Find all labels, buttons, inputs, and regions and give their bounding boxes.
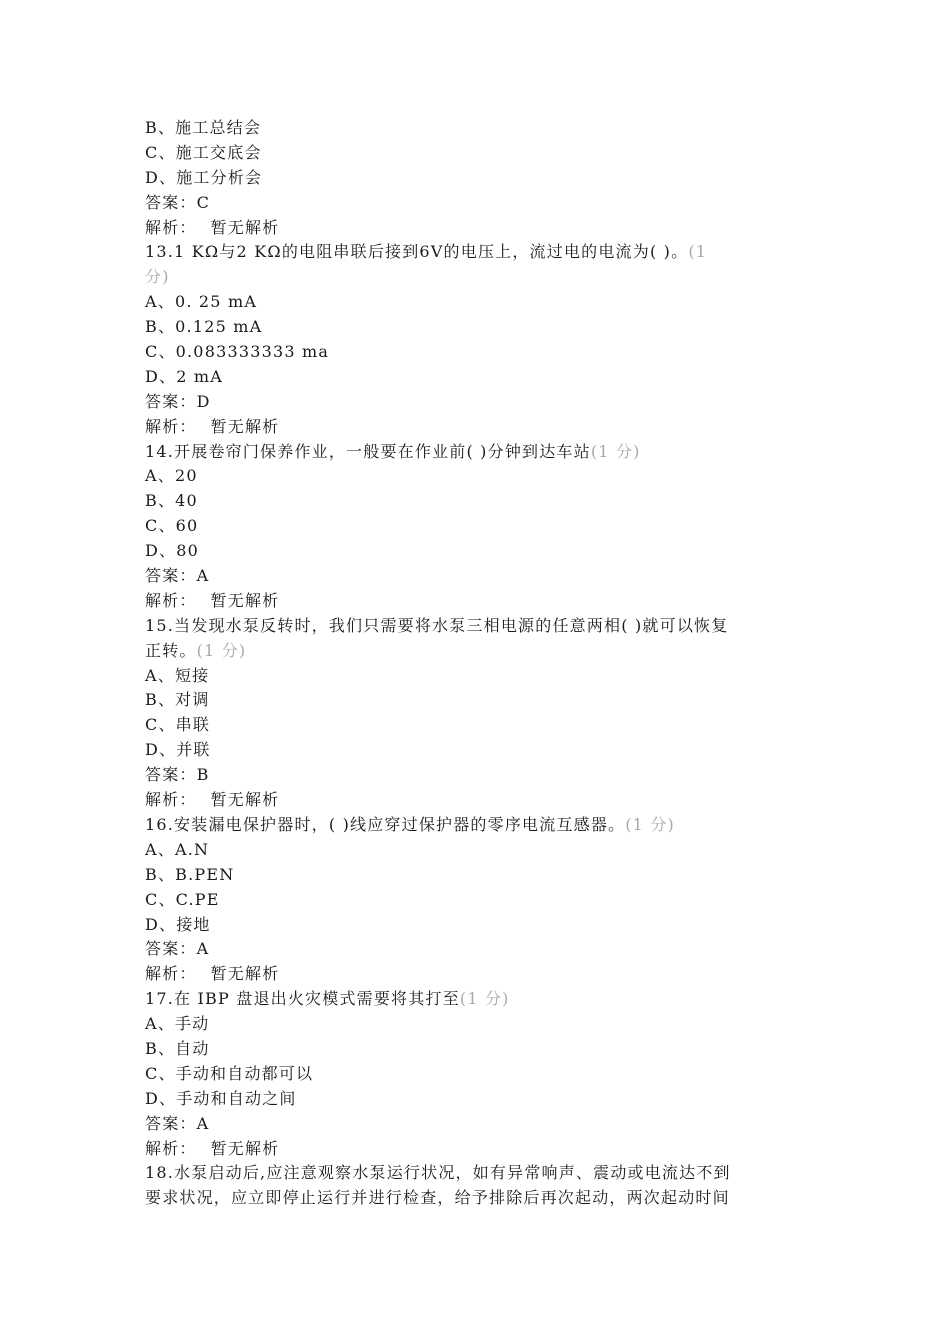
q13-answer: 答案：D <box>145 391 211 411</box>
question-document <box>145 116 810 1211</box>
q17-score: (1 分) <box>459 989 510 1009</box>
q15-option-a: A、短接 <box>145 665 210 685</box>
q17-option-b: B、自动 <box>145 1038 210 1058</box>
q13-option-c: C、0.083333333 ma <box>145 342 330 362</box>
q17-option-d: D、手动和自动之间 <box>145 1088 297 1108</box>
q12-analysis: 解析： 暂无解析 <box>145 217 280 237</box>
q18-stem: 18.水泵启动后,应注意观察水泵运行状况，如有异常响声、震动或电流达不到 <box>145 1163 731 1183</box>
q15-answer: 答案：B <box>145 765 210 785</box>
q15-score: (1 分) <box>196 640 247 660</box>
q17-option-a: A、手动 <box>145 1014 210 1034</box>
q14-stem: 14.开展卷帘门保养作业，一般要在作业前( )分钟到达车站(1 分) <box>145 441 641 461</box>
q15-option-c: C、串联 <box>145 715 211 735</box>
q15-option-b: B、对调 <box>145 690 210 710</box>
q15-stem-cont: 正转。(1 分) <box>145 640 247 660</box>
q13-score: (1 <box>688 242 708 262</box>
q14-answer: 答案：A <box>145 566 210 586</box>
q14-option-c: C、60 <box>145 516 199 536</box>
q16-analysis: 解析： 暂无解析 <box>145 964 280 984</box>
q13-option-a: A、0. 25 mA <box>145 292 258 312</box>
q16-option-c: C、C.PE <box>145 889 220 909</box>
q13-option-b: B、0.125 mA <box>145 317 263 337</box>
q12-option-c: C、施工交底会 <box>145 142 262 162</box>
q13-option-d: D、2 mA <box>145 366 224 386</box>
q14-analysis: 解析： 暂无解析 <box>145 590 280 610</box>
q16-answer: 答案：A <box>145 939 210 959</box>
q18-stem-cont: 要求状况，应立即停止运行并进行检查，给予排除后再次起动，两次起动时间 <box>145 1188 730 1208</box>
q14-option-d: D、80 <box>145 541 199 561</box>
q14-option-a: A、20 <box>145 466 198 486</box>
q13-stem: 13.1 KΩ与2 KΩ的电阻串联后接到6V的电压上，流过电的电流为( )。(1 <box>145 242 708 262</box>
q13-score-cont: 分) <box>145 267 170 287</box>
q15-analysis: 解析： 暂无解析 <box>145 790 280 810</box>
q12-answer: 答案：C <box>145 192 211 212</box>
q13-analysis: 解析： 暂无解析 <box>145 416 280 436</box>
q17-stem: 17.在 IBP 盘退出火灾模式需要将其打至(1 分) <box>145 989 510 1009</box>
q12-option-b: B、施工总结会 <box>145 118 262 137</box>
q17-answer: 答案：A <box>145 1113 210 1133</box>
q12-option-d: D、施工分析会 <box>145 167 263 187</box>
q15-option-d: D、并联 <box>145 740 211 760</box>
q15-stem: 15.当发现水泵反转时，我们只需要将水泵三相电源的任意两相( )就可以恢复 <box>145 615 729 635</box>
q14-score: (1 分) <box>590 441 641 461</box>
q14-option-b: B、40 <box>145 491 198 511</box>
q16-option-a: A、A.N <box>145 839 210 859</box>
q16-score: (1 分) <box>625 814 675 834</box>
q16-option-b: B、B.PEN <box>145 864 235 884</box>
q17-option-c: C、手动和自动都可以 <box>145 1063 314 1083</box>
q16-option-d: D、接地 <box>145 914 211 934</box>
q16-stem: 16.安装漏电保护器时，( )线应穿过保护器的零序电流互感器。(1 分) <box>145 814 675 834</box>
q17-analysis: 解析： 暂无解析 <box>145 1138 280 1158</box>
